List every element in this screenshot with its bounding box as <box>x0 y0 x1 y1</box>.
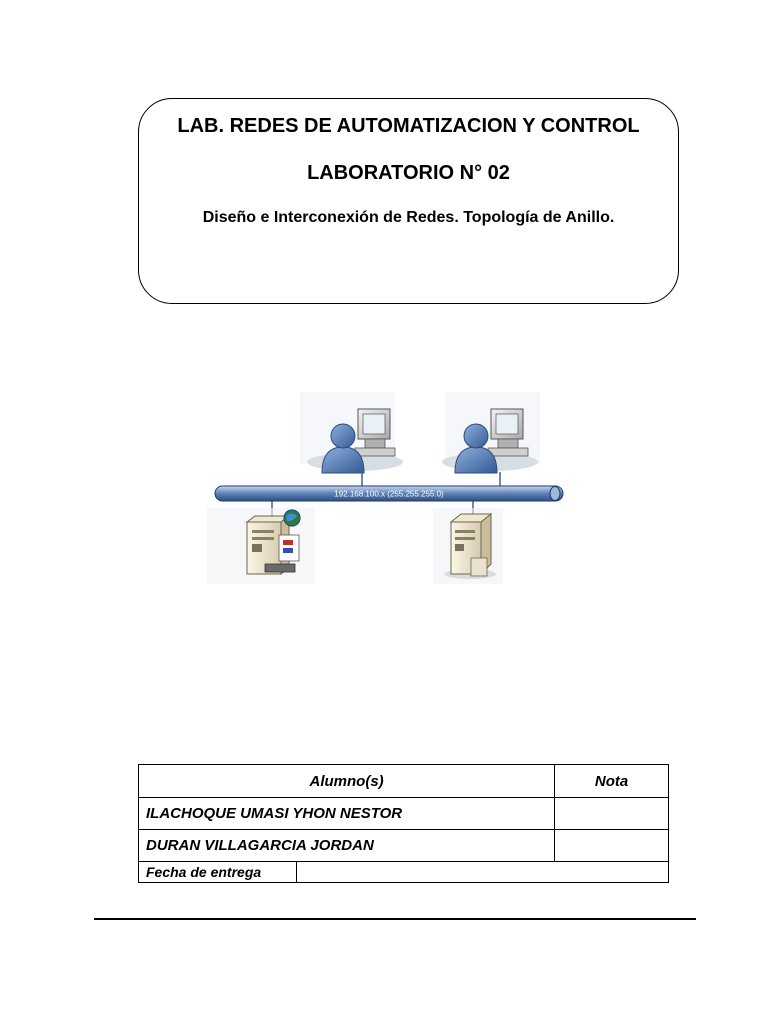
table-row <box>139 830 669 862</box>
web-server-icon <box>207 508 315 584</box>
table-header-row <box>139 765 669 798</box>
grade-cell <box>555 798 669 830</box>
user-workstation-icon <box>300 392 403 473</box>
student-name-cell: DURAN VILLAGARCIA JORDAN <box>139 830 555 862</box>
lab-subtitle: Diseño e Interconexión de Redes. Topología de Anillo. <box>202 209 615 226</box>
delivery-date-row <box>139 862 669 883</box>
network-bus <box>215 486 563 501</box>
student-name-cell: ILACHOQUE UMASI YHON NESTOR <box>139 798 555 830</box>
lab-number: LABORATORIO N° 02 <box>307 162 510 184</box>
network-diagram <box>205 392 567 584</box>
title-box <box>138 98 679 304</box>
grade-column-header: Nota <box>555 765 669 798</box>
table-row <box>139 798 669 830</box>
delivery-date-label: Fecha de entrega <box>139 862 297 883</box>
students-table <box>138 764 669 883</box>
course-title: LAB. REDES DE AUTOMATIZACION Y CONTROL <box>177 115 640 137</box>
grade-cell <box>555 830 669 862</box>
bottom-divider <box>94 918 696 920</box>
student-column-header: Alumno(s) <box>139 765 555 798</box>
bus-address-label: 192.168.100.x (255.255.255.0) <box>334 489 444 499</box>
delivery-date-value <box>296 862 668 883</box>
user-workstation-icon <box>442 392 540 473</box>
server-tower-icon <box>433 508 503 584</box>
